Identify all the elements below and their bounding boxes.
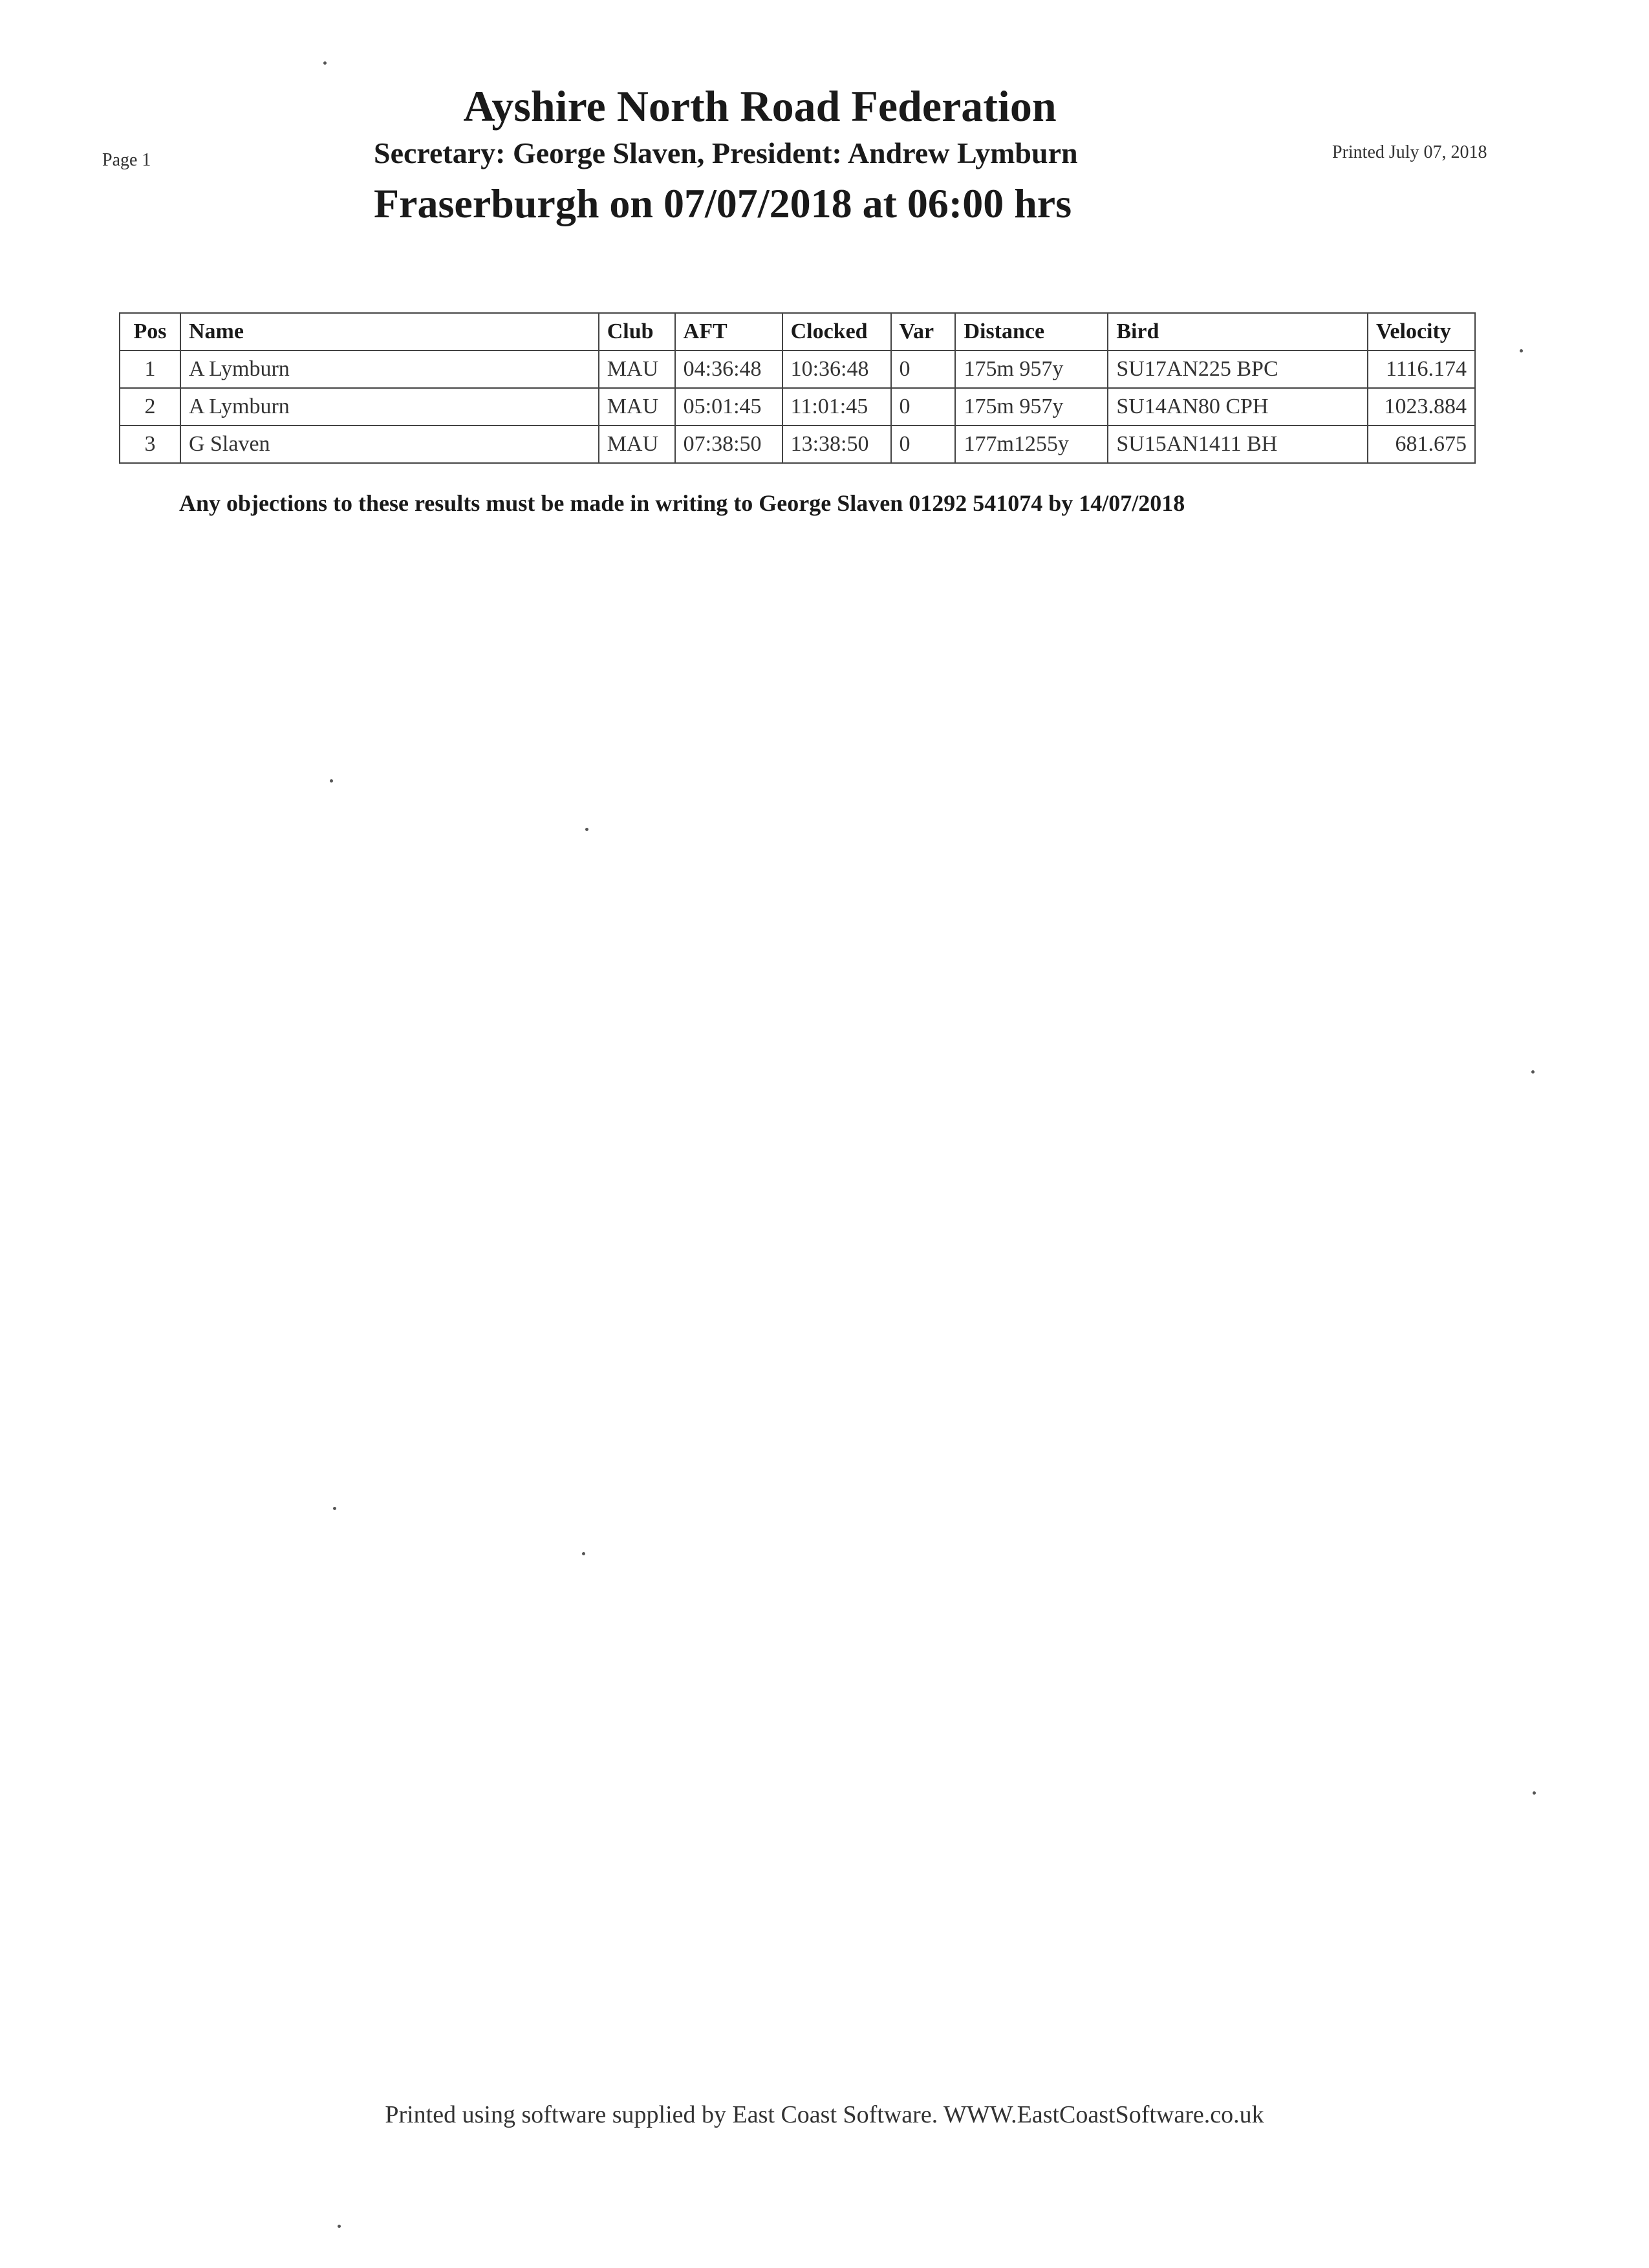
scan-speck	[1520, 349, 1523, 352]
cell-aft: 05:01:45	[675, 388, 782, 426]
cell-name: A Lymburn	[180, 388, 599, 426]
cell-distance: 175m 957y	[955, 351, 1108, 388]
scan-speck	[333, 1507, 336, 1510]
scan-speck	[1531, 1070, 1535, 1074]
col-header-clocked: Clocked	[782, 313, 891, 351]
results-table	[119, 312, 1476, 464]
col-header-var: Var	[891, 313, 956, 351]
cell-club: MAU	[599, 388, 675, 426]
race-title: Fraserburgh on 07/07/2018 at 06:00 hrs	[374, 180, 1072, 226]
objections-notice: Any objections to these results must be made in writing to George Slaven 01292 541074 by 14/07/2018	[179, 490, 1185, 516]
printed-date: Printed July 07, 2018	[1332, 142, 1487, 162]
cell-bird: SU15AN1411 BH	[1108, 426, 1368, 463]
col-header-pos: Pos	[120, 313, 180, 351]
scan-speck	[338, 2225, 341, 2228]
cell-velocity: 1116.174	[1368, 351, 1475, 388]
cell-name: G Slaven	[180, 426, 599, 463]
cell-clocked: 13:38:50	[782, 426, 891, 463]
cell-club: MAU	[599, 351, 675, 388]
cell-aft: 07:38:50	[675, 426, 782, 463]
cell-velocity: 681.675	[1368, 426, 1475, 463]
scan-speck	[582, 1552, 585, 1555]
cell-clocked: 11:01:45	[782, 388, 891, 426]
col-header-club: Club	[599, 313, 675, 351]
scan-speck	[330, 779, 333, 783]
col-header-distance: Distance	[955, 313, 1108, 351]
cell-pos: 3	[120, 426, 180, 463]
cell-club: MAU	[599, 426, 675, 463]
cell-bird: SU17AN225 BPC	[1108, 351, 1368, 388]
cell-distance: 175m 957y	[955, 388, 1108, 426]
table-row	[120, 426, 1475, 463]
cell-var: 0	[891, 426, 956, 463]
cell-distance: 177m1255y	[955, 426, 1108, 463]
cell-name: A Lymburn	[180, 351, 599, 388]
col-header-bird: Bird	[1108, 313, 1368, 351]
cell-var: 0	[891, 388, 956, 426]
cell-aft: 04:36:48	[675, 351, 782, 388]
scan-speck	[323, 61, 327, 65]
footer-credit: Printed using software supplied by East Coast Software. WWW.EastCoastSoftware.co.uk	[385, 2101, 1264, 2128]
cell-bird: SU14AN80 CPH	[1108, 388, 1368, 426]
officers-subtitle: Secretary: George Slaven, President: Andrew Lymburn	[374, 136, 1078, 169]
table-row	[120, 351, 1475, 388]
table-header-row	[120, 313, 1475, 351]
col-header-name: Name	[180, 313, 599, 351]
federation-title: Ayshire North Road Federation	[463, 81, 1057, 131]
col-header-velocity: Velocity	[1368, 313, 1475, 351]
scan-speck	[585, 828, 588, 831]
cell-var: 0	[891, 351, 956, 388]
cell-clocked: 10:36:48	[782, 351, 891, 388]
table-row	[120, 388, 1475, 426]
col-header-aft: AFT	[675, 313, 782, 351]
cell-pos: 2	[120, 388, 180, 426]
scan-speck	[1533, 1791, 1536, 1795]
cell-pos: 1	[120, 351, 180, 388]
page-label: Page 1	[102, 150, 151, 170]
cell-velocity: 1023.884	[1368, 388, 1475, 426]
